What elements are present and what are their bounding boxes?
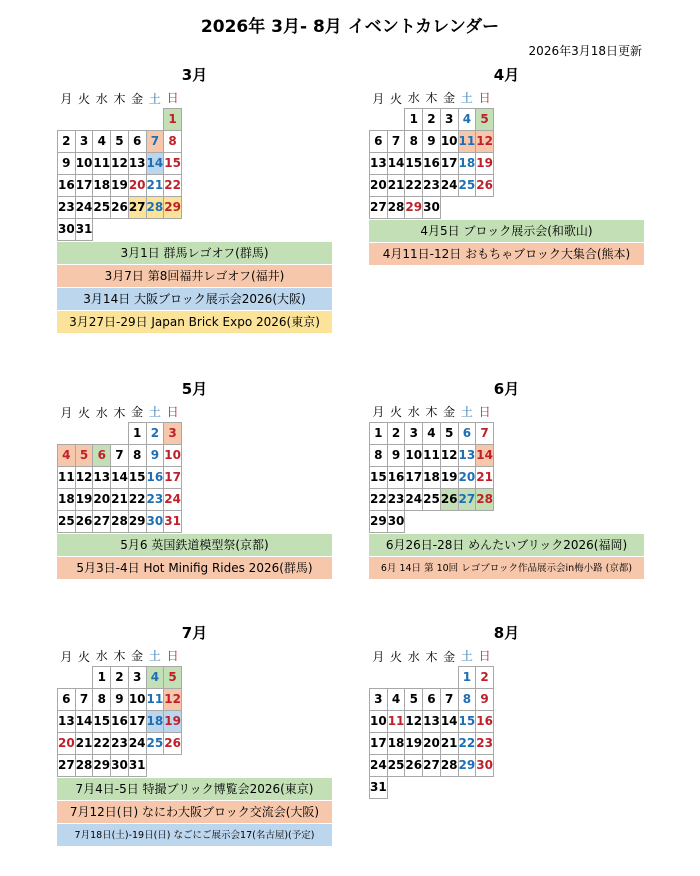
weekday-header: 日 bbox=[166, 405, 179, 420]
day-cell: 23 bbox=[387, 488, 405, 510]
day-cell: 11 bbox=[423, 444, 441, 466]
day-cell: 12 bbox=[164, 688, 182, 710]
day-cell: 28 bbox=[146, 196, 164, 218]
event-item: 3月14日 大阪ブロック展示会2026(大阪) bbox=[57, 288, 332, 311]
empty-cell bbox=[387, 776, 405, 798]
day-cell: 12 bbox=[405, 710, 423, 732]
event-list bbox=[369, 220, 644, 266]
day-cell: 16 bbox=[111, 710, 129, 732]
weekday-header: 金 bbox=[443, 91, 456, 106]
day-cell: 5 bbox=[111, 130, 129, 152]
weekday-header: 金 bbox=[131, 91, 144, 106]
event-item: 3月7日 第8回福井レゴオフ(福井) bbox=[57, 265, 332, 288]
day-cell: 8 bbox=[164, 130, 182, 152]
day-cell: 9 bbox=[387, 444, 405, 466]
empty-cell bbox=[58, 422, 76, 444]
empty-cell bbox=[93, 108, 111, 130]
day-cell: 1 bbox=[164, 108, 182, 130]
day-cell: 17 bbox=[164, 466, 182, 488]
day-cell: 18 bbox=[146, 710, 164, 732]
month-grid bbox=[369, 646, 494, 799]
month-grid bbox=[57, 402, 182, 533]
day-cell: 24 bbox=[405, 488, 423, 510]
day-cell: 4 bbox=[423, 422, 441, 444]
day-cell: 28 bbox=[476, 488, 494, 510]
day-cell: 9 bbox=[476, 688, 494, 710]
month-title: 6月 bbox=[493, 380, 520, 398]
day-cell: 27 bbox=[458, 488, 476, 510]
month-title: 3月 bbox=[181, 66, 208, 84]
day-cell: 26 bbox=[111, 196, 129, 218]
day-cell: 19 bbox=[476, 152, 494, 174]
day-cell: 8 bbox=[458, 688, 476, 710]
day-cell: 18 bbox=[423, 466, 441, 488]
day-cell: 26 bbox=[476, 174, 494, 196]
event-item: 3月1日 群馬レゴオフ(群馬) bbox=[57, 242, 332, 265]
day-cell: 1 bbox=[405, 108, 423, 130]
event-item: 6月26日-28日 めんたいブリック2026(福岡) bbox=[369, 534, 644, 557]
day-cell: 20 bbox=[370, 174, 388, 196]
day-cell: 24 bbox=[75, 196, 93, 218]
day-cell: 21 bbox=[111, 488, 129, 510]
empty-cell bbox=[476, 776, 494, 798]
empty-cell bbox=[111, 422, 129, 444]
weekday-header: 金 bbox=[443, 405, 456, 420]
day-cell: 5 bbox=[75, 444, 93, 466]
weekday-header: 金 bbox=[131, 405, 144, 420]
day-cell: 5 bbox=[405, 688, 423, 710]
day-cell: 17 bbox=[75, 174, 93, 196]
day-cell: 12 bbox=[111, 152, 129, 174]
day-cell: 20 bbox=[458, 466, 476, 488]
day-cell: 22 bbox=[458, 732, 476, 754]
day-cell: 2 bbox=[111, 666, 129, 688]
day-cell: 6 bbox=[458, 422, 476, 444]
weekday-header: 木 bbox=[113, 91, 126, 106]
day-cell: 15 bbox=[405, 152, 423, 174]
day-cell: 16 bbox=[387, 466, 405, 488]
event-item: 5月6 英国鉄道模型祭(京都) bbox=[57, 534, 332, 557]
day-cell: 23 bbox=[58, 196, 76, 218]
empty-cell bbox=[111, 108, 129, 130]
empty-cell bbox=[58, 666, 76, 688]
day-cell: 25 bbox=[146, 732, 164, 754]
day-cell: 24 bbox=[128, 732, 146, 754]
day-cell: 12 bbox=[75, 466, 93, 488]
weekday-header: 木 bbox=[113, 649, 126, 664]
day-cell: 5 bbox=[440, 422, 458, 444]
day-cell: 20 bbox=[58, 732, 76, 754]
day-cell: 21 bbox=[440, 732, 458, 754]
empty-cell bbox=[146, 108, 164, 130]
day-cell: 1 bbox=[370, 422, 388, 444]
weekday-header: 火 bbox=[390, 649, 403, 664]
day-cell: 29 bbox=[164, 196, 182, 218]
day-cell: 10 bbox=[75, 152, 93, 174]
day-cell: 13 bbox=[458, 444, 476, 466]
day-cell: 16 bbox=[146, 466, 164, 488]
day-cell: 3 bbox=[405, 422, 423, 444]
empty-cell bbox=[423, 510, 441, 532]
day-cell: 26 bbox=[440, 488, 458, 510]
day-cell: 29 bbox=[458, 754, 476, 776]
weekday-header: 月 bbox=[372, 649, 385, 664]
day-cell: 11 bbox=[58, 466, 76, 488]
day-cell: 25 bbox=[58, 510, 76, 532]
day-cell: 28 bbox=[440, 754, 458, 776]
day-cell: 13 bbox=[128, 152, 146, 174]
day-cell: 3 bbox=[128, 666, 146, 688]
day-cell: 23 bbox=[146, 488, 164, 510]
updated-date: 2026年3月18日更新 bbox=[528, 44, 642, 58]
day-cell: 24 bbox=[440, 174, 458, 196]
day-cell: 26 bbox=[164, 732, 182, 754]
weekday-header: 火 bbox=[78, 649, 91, 664]
day-cell: 7 bbox=[440, 688, 458, 710]
day-cell: 14 bbox=[387, 152, 405, 174]
weekday-header: 木 bbox=[425, 405, 438, 420]
day-cell: 5 bbox=[476, 108, 494, 130]
day-cell: 6 bbox=[370, 130, 388, 152]
day-cell: 21 bbox=[146, 174, 164, 196]
day-cell: 29 bbox=[128, 510, 146, 532]
weekday-header: 水 bbox=[95, 649, 108, 664]
event-item: 3月27日-29日 Japan Brick Expo 2026(東京) bbox=[57, 311, 332, 334]
empty-cell bbox=[387, 108, 405, 130]
empty-cell bbox=[75, 422, 93, 444]
day-cell: 21 bbox=[387, 174, 405, 196]
day-cell: 2 bbox=[423, 108, 441, 130]
day-cell: 27 bbox=[370, 196, 388, 218]
day-cell: 10 bbox=[370, 710, 388, 732]
day-cell: 14 bbox=[111, 466, 129, 488]
weekday-header: 水 bbox=[407, 405, 420, 420]
month-title: 7月 bbox=[181, 624, 208, 642]
day-cell: 30 bbox=[476, 754, 494, 776]
event-list bbox=[369, 534, 644, 580]
day-cell: 20 bbox=[93, 488, 111, 510]
weekday-header: 金 bbox=[131, 649, 144, 664]
day-cell: 8 bbox=[405, 130, 423, 152]
day-cell: 31 bbox=[370, 776, 388, 798]
day-cell: 2 bbox=[387, 422, 405, 444]
day-cell: 7 bbox=[111, 444, 129, 466]
empty-cell bbox=[440, 776, 458, 798]
month-title: 4月 bbox=[493, 66, 520, 84]
day-cell: 19 bbox=[164, 710, 182, 732]
weekday-header: 土 bbox=[148, 91, 161, 106]
day-cell: 11 bbox=[387, 710, 405, 732]
day-cell: 13 bbox=[58, 710, 76, 732]
day-cell: 1 bbox=[458, 666, 476, 688]
month-title: 5月 bbox=[181, 380, 208, 398]
day-cell: 7 bbox=[476, 422, 494, 444]
weekday-header: 火 bbox=[390, 91, 403, 106]
weekday-header: 日 bbox=[478, 649, 491, 664]
empty-cell bbox=[128, 108, 146, 130]
day-cell: 19 bbox=[111, 174, 129, 196]
empty-cell bbox=[128, 218, 146, 240]
day-cell: 11 bbox=[458, 130, 476, 152]
event-list bbox=[57, 534, 332, 580]
day-cell: 20 bbox=[128, 174, 146, 196]
empty-cell bbox=[423, 666, 441, 688]
day-cell: 9 bbox=[423, 130, 441, 152]
weekday-header: 水 bbox=[407, 91, 420, 106]
day-cell: 26 bbox=[75, 510, 93, 532]
day-cell: 31 bbox=[75, 218, 93, 240]
day-cell: 29 bbox=[93, 754, 111, 776]
event-item: 4月5日 ブロック展示会(和歌山) bbox=[369, 220, 644, 243]
weekday-header: 土 bbox=[460, 405, 473, 420]
day-cell: 4 bbox=[458, 108, 476, 130]
event-item: 7月18日(土)-19日(日) なごにご展示会17(名古屋)(予定) bbox=[57, 824, 332, 847]
empty-cell bbox=[458, 196, 476, 218]
day-cell: 25 bbox=[387, 754, 405, 776]
month-grid bbox=[57, 88, 182, 241]
day-cell: 6 bbox=[58, 688, 76, 710]
day-cell: 2 bbox=[58, 130, 76, 152]
day-cell: 22 bbox=[128, 488, 146, 510]
day-cell: 30 bbox=[146, 510, 164, 532]
day-cell: 8 bbox=[128, 444, 146, 466]
day-cell: 4 bbox=[58, 444, 76, 466]
event-list bbox=[57, 778, 332, 847]
day-cell: 19 bbox=[75, 488, 93, 510]
day-cell: 24 bbox=[164, 488, 182, 510]
day-cell: 16 bbox=[476, 710, 494, 732]
event-item: 5月3日-4日 Hot Minifig Rides 2026(群馬) bbox=[57, 557, 332, 580]
day-cell: 7 bbox=[146, 130, 164, 152]
month-title: 8月 bbox=[493, 624, 520, 642]
empty-cell bbox=[370, 108, 388, 130]
day-cell: 22 bbox=[405, 174, 423, 196]
day-cell: 13 bbox=[93, 466, 111, 488]
month-grid bbox=[369, 402, 494, 533]
day-cell: 25 bbox=[423, 488, 441, 510]
day-cell: 10 bbox=[405, 444, 423, 466]
day-cell: 13 bbox=[370, 152, 388, 174]
empty-cell bbox=[458, 510, 476, 532]
weekday-header: 火 bbox=[390, 405, 403, 420]
day-cell: 22 bbox=[93, 732, 111, 754]
empty-cell bbox=[423, 776, 441, 798]
day-cell: 12 bbox=[476, 130, 494, 152]
empty-cell bbox=[58, 108, 76, 130]
day-cell: 2 bbox=[476, 666, 494, 688]
day-cell: 3 bbox=[370, 688, 388, 710]
day-cell: 18 bbox=[58, 488, 76, 510]
day-cell: 18 bbox=[458, 152, 476, 174]
day-cell: 15 bbox=[93, 710, 111, 732]
day-cell: 17 bbox=[370, 732, 388, 754]
day-cell: 14 bbox=[440, 710, 458, 732]
weekday-header: 月 bbox=[60, 649, 73, 664]
empty-cell bbox=[476, 510, 494, 532]
weekday-header: 月 bbox=[60, 405, 73, 420]
day-cell: 29 bbox=[405, 196, 423, 218]
day-cell: 6 bbox=[93, 444, 111, 466]
day-cell: 11 bbox=[146, 688, 164, 710]
day-cell: 25 bbox=[93, 196, 111, 218]
empty-cell bbox=[405, 776, 423, 798]
weekday-header: 木 bbox=[113, 405, 126, 420]
empty-cell bbox=[146, 754, 164, 776]
day-cell: 12 bbox=[440, 444, 458, 466]
day-cell: 14 bbox=[75, 710, 93, 732]
empty-cell bbox=[111, 218, 129, 240]
day-cell: 26 bbox=[405, 754, 423, 776]
day-cell: 30 bbox=[387, 510, 405, 532]
event-item: 6月 14日 第 10回 レゴブロック作品展示会in梅小路 (京都) bbox=[369, 557, 644, 580]
day-cell: 21 bbox=[476, 466, 494, 488]
event-item: 4月11日-12日 おもちゃブロック大集合(熊本) bbox=[369, 243, 644, 266]
day-cell: 18 bbox=[387, 732, 405, 754]
day-cell: 27 bbox=[128, 196, 146, 218]
day-cell: 3 bbox=[164, 422, 182, 444]
empty-cell bbox=[405, 666, 423, 688]
day-cell: 23 bbox=[476, 732, 494, 754]
weekday-header: 日 bbox=[166, 91, 179, 106]
day-cell: 22 bbox=[370, 488, 388, 510]
empty-cell bbox=[146, 218, 164, 240]
day-cell: 29 bbox=[370, 510, 388, 532]
weekday-header: 日 bbox=[478, 405, 491, 420]
day-cell: 30 bbox=[423, 196, 441, 218]
empty-cell bbox=[458, 776, 476, 798]
weekday-header: 月 bbox=[60, 91, 73, 106]
day-cell: 8 bbox=[370, 444, 388, 466]
weekday-header: 土 bbox=[148, 405, 161, 420]
day-cell: 27 bbox=[93, 510, 111, 532]
day-cell: 28 bbox=[111, 510, 129, 532]
empty-cell bbox=[164, 754, 182, 776]
day-cell: 4 bbox=[146, 666, 164, 688]
day-cell: 9 bbox=[146, 444, 164, 466]
empty-cell bbox=[75, 108, 93, 130]
empty-cell bbox=[440, 510, 458, 532]
empty-cell bbox=[164, 218, 182, 240]
weekday-header: 土 bbox=[460, 649, 473, 664]
day-cell: 5 bbox=[164, 666, 182, 688]
day-cell: 28 bbox=[387, 196, 405, 218]
day-cell: 15 bbox=[370, 466, 388, 488]
day-cell: 19 bbox=[440, 466, 458, 488]
day-cell: 21 bbox=[75, 732, 93, 754]
day-cell: 15 bbox=[164, 152, 182, 174]
day-cell: 11 bbox=[93, 152, 111, 174]
weekday-header: 火 bbox=[78, 405, 91, 420]
day-cell: 14 bbox=[146, 152, 164, 174]
day-cell: 24 bbox=[370, 754, 388, 776]
day-cell: 3 bbox=[75, 130, 93, 152]
event-list bbox=[57, 242, 332, 334]
empty-cell bbox=[476, 196, 494, 218]
weekday-header: 水 bbox=[407, 649, 420, 664]
event-item: 7月12日(日) なにわ大阪ブロック交流会(大阪) bbox=[57, 801, 332, 824]
weekday-header: 日 bbox=[166, 649, 179, 664]
day-cell: 9 bbox=[111, 688, 129, 710]
weekday-header: 金 bbox=[443, 649, 456, 664]
day-cell: 17 bbox=[128, 710, 146, 732]
day-cell: 10 bbox=[164, 444, 182, 466]
page-title: 2026年 3月- 8月 イベントカレンダー bbox=[200, 17, 500, 37]
day-cell: 31 bbox=[128, 754, 146, 776]
weekday-header: 月 bbox=[372, 91, 385, 106]
day-cell: 7 bbox=[387, 130, 405, 152]
day-cell: 14 bbox=[476, 444, 494, 466]
day-cell: 30 bbox=[58, 218, 76, 240]
day-cell: 6 bbox=[423, 688, 441, 710]
day-cell: 1 bbox=[128, 422, 146, 444]
day-cell: 31 bbox=[164, 510, 182, 532]
month-grid bbox=[369, 88, 494, 219]
day-cell: 6 bbox=[128, 130, 146, 152]
day-cell: 2 bbox=[146, 422, 164, 444]
day-cell: 1 bbox=[93, 666, 111, 688]
weekday-header: 日 bbox=[478, 91, 491, 106]
day-cell: 30 bbox=[111, 754, 129, 776]
day-cell: 16 bbox=[423, 152, 441, 174]
day-cell: 4 bbox=[387, 688, 405, 710]
empty-cell bbox=[93, 422, 111, 444]
day-cell: 25 bbox=[458, 174, 476, 196]
day-cell: 19 bbox=[405, 732, 423, 754]
day-cell: 22 bbox=[164, 174, 182, 196]
day-cell: 27 bbox=[58, 754, 76, 776]
empty-cell bbox=[387, 666, 405, 688]
weekday-header: 土 bbox=[148, 649, 161, 664]
day-cell: 3 bbox=[440, 108, 458, 130]
day-cell: 27 bbox=[423, 754, 441, 776]
day-cell: 4 bbox=[93, 130, 111, 152]
day-cell: 28 bbox=[75, 754, 93, 776]
day-cell: 8 bbox=[93, 688, 111, 710]
empty-cell bbox=[440, 666, 458, 688]
empty-cell bbox=[370, 666, 388, 688]
empty-cell bbox=[93, 218, 111, 240]
day-cell: 10 bbox=[440, 130, 458, 152]
weekday-header: 土 bbox=[460, 91, 473, 106]
day-cell: 10 bbox=[128, 688, 146, 710]
month-grid bbox=[57, 646, 182, 777]
empty-cell bbox=[440, 196, 458, 218]
day-cell: 18 bbox=[93, 174, 111, 196]
day-cell: 23 bbox=[111, 732, 129, 754]
weekday-header: 火 bbox=[78, 91, 91, 106]
day-cell: 17 bbox=[405, 466, 423, 488]
day-cell: 23 bbox=[423, 174, 441, 196]
day-cell: 15 bbox=[128, 466, 146, 488]
weekday-header: 月 bbox=[372, 405, 385, 420]
day-cell: 7 bbox=[75, 688, 93, 710]
day-cell: 9 bbox=[58, 152, 76, 174]
weekday-header: 木 bbox=[425, 649, 438, 664]
empty-cell bbox=[75, 666, 93, 688]
day-cell: 17 bbox=[440, 152, 458, 174]
day-cell: 15 bbox=[458, 710, 476, 732]
day-cell: 16 bbox=[58, 174, 76, 196]
day-cell: 20 bbox=[423, 732, 441, 754]
weekday-header: 水 bbox=[95, 405, 108, 420]
day-cell: 13 bbox=[423, 710, 441, 732]
weekday-header: 水 bbox=[95, 91, 108, 106]
event-item: 7月4日-5日 特撮ブリック博覧会2026(東京) bbox=[57, 778, 332, 801]
weekday-header: 木 bbox=[425, 91, 438, 106]
empty-cell bbox=[405, 510, 423, 532]
